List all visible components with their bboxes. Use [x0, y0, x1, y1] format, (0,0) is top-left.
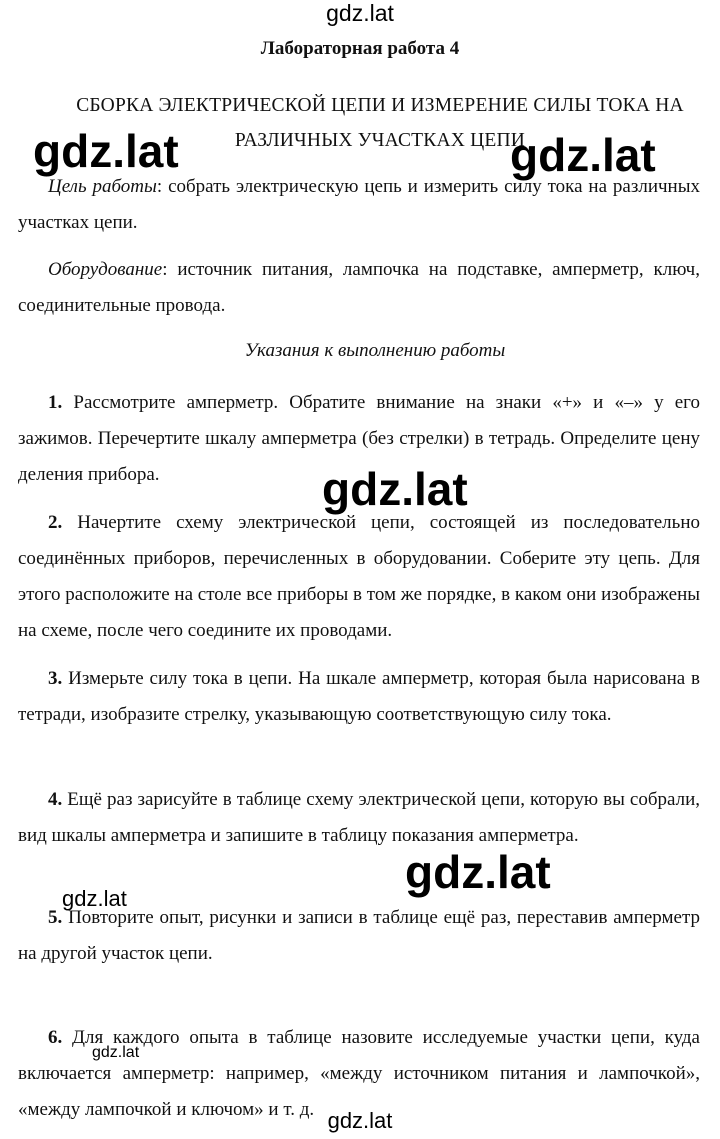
step-text: Начертите схему электрической цепи, состоящей из последовательно соединённых приборов, перечисленных в оборудовании. Соберите эту цепь. Для этого расположите на столе все приборы в том же порядке, в каком они изображены на схеме, после чего соедините их проводами.	[18, 512, 700, 641]
step-number: 2.	[48, 512, 63, 533]
equipment-text: : источник питания, лампочка на подставке, амперметр, ключ, соединительные провода.	[18, 259, 700, 316]
step-text: Для каждого опыта в таблице назовите исследуемые участки цепи, куда включается амперметр: например, «между источником питания и лампочкой», «между лампочкой и ключом» и т. д.	[18, 1027, 700, 1120]
step-number: 6.	[48, 1027, 63, 1048]
step-4	[18, 782, 700, 854]
instructions-heading: Указания к выполнению работы	[244, 340, 506, 361]
subtitle-line-2: РАЗЛИЧНЫХ УЧАСТКАХ ЦЕПИ	[234, 130, 526, 151]
step-number: 4.	[48, 789, 63, 810]
step-2	[18, 505, 700, 649]
watermark-lower: gdz.lat	[405, 846, 551, 898]
step-3	[18, 661, 700, 733]
lab-title: Лабораторная работа 4	[260, 38, 460, 59]
watermark-bottom: gdz.lat	[327, 1108, 393, 1133]
watermark-tiny: gdz.lat	[92, 1044, 140, 1061]
watermark-left: gdz.lat	[33, 125, 179, 177]
step-number: 1.	[48, 392, 63, 413]
goal-text: : собрать электрическую цепь и измерить силу тока на различных участках цепи.	[18, 176, 700, 233]
watermark-right: gdz.lat	[510, 129, 656, 181]
step-text: Измерьте силу тока в цепи. На шкале амперметр, которая была нарисована в тетради, изобразите стрелку, указывающую соответствующую силу тока.	[18, 668, 700, 725]
subtitle-line-1: СБОРКА ЭЛЕКТРИЧЕСКОЙ ЦЕПИ И ИЗМЕРЕНИЕ СИЛЫ ТОКА НА	[76, 95, 684, 116]
step-number: 5.	[48, 907, 63, 928]
equipment-label: Оборудование	[48, 259, 163, 280]
step-number: 3.	[48, 668, 63, 689]
step-text: Повторите опыт, рисунки и записи в таблице ещё раз, переставив амперметр на другой участок цепи.	[18, 907, 700, 964]
watermark-small: gdz.lat	[62, 886, 127, 911]
goal-label: Цель работы	[48, 176, 157, 197]
equipment-paragraph	[18, 252, 700, 324]
step-text: Рассмотрите амперметр. Обратите внимание на знаки «+» и «–» у его зажимов. Перечертите шкалу амперметра (без стрелки) в тетрадь. Определите цену деления прибора.	[18, 392, 700, 485]
step-text: Ещё раз зарисуйте в таблице схему электрической цепи, которую вы собрали, вид шкалы амперметра и запишите в таблицу показания амперметра.	[18, 789, 700, 846]
watermark-middle: gdz.lat	[322, 463, 468, 515]
watermark-top: gdz.lat	[326, 0, 394, 26]
